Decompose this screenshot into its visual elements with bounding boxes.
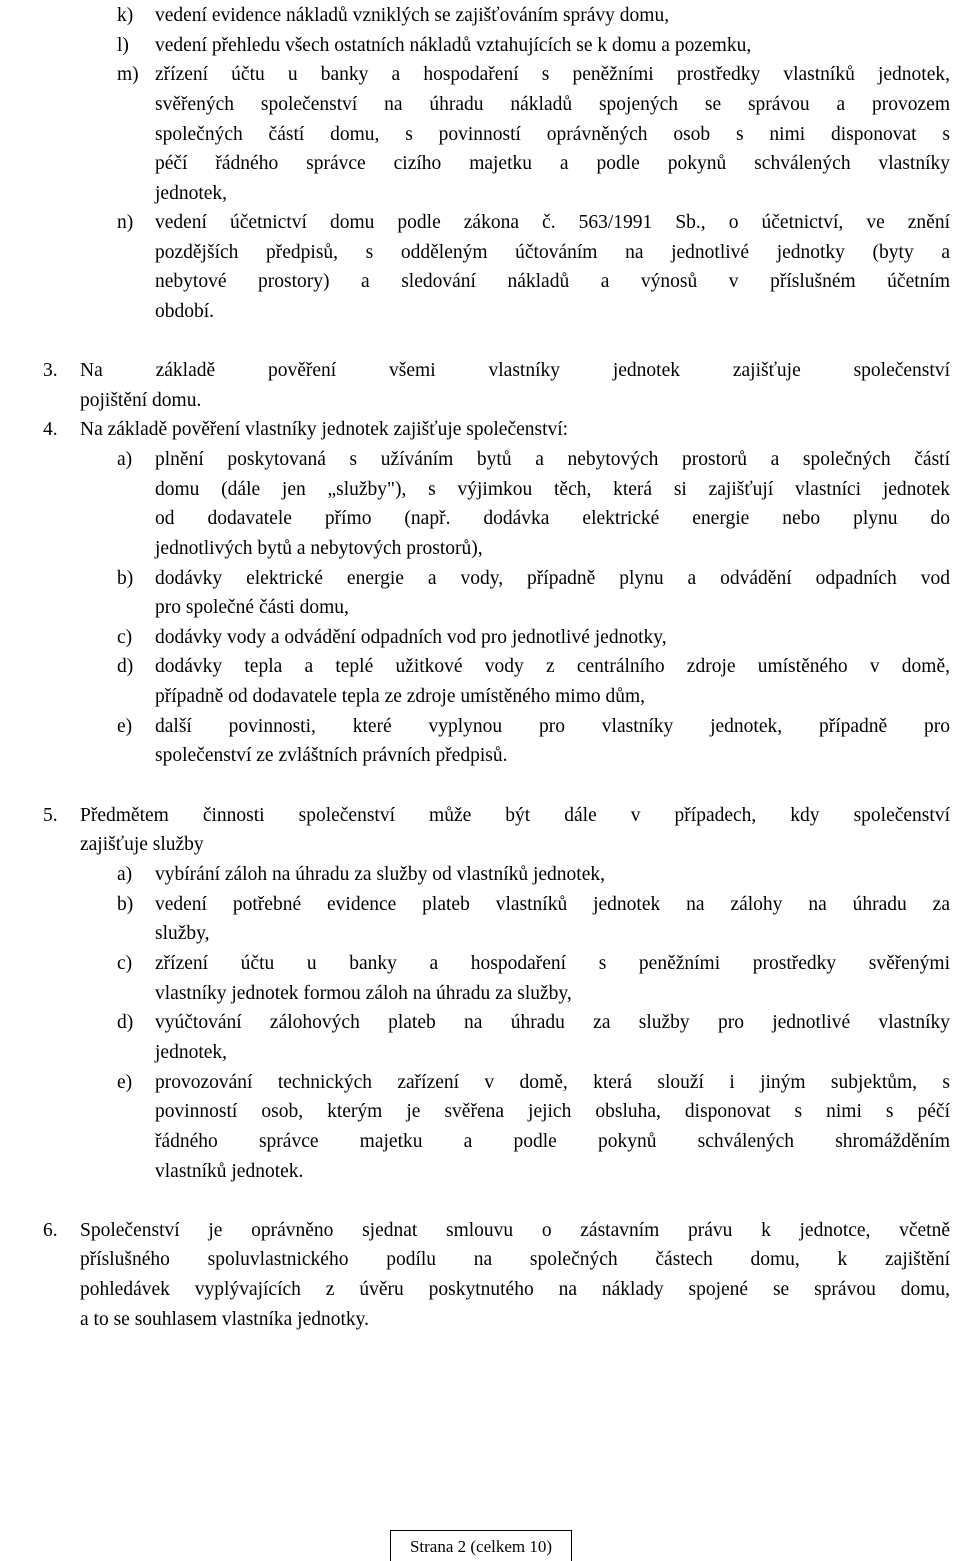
- section-4-e-line-2: společenství ze zvláštních právních předpisů.: [155, 745, 508, 766]
- section-4-b-line-2: pro společné části domu,: [155, 597, 349, 618]
- section-4-c-line-1: dodávky vody a odvádění odpadních vod pro jednotlivé jednotky,: [155, 627, 667, 648]
- section-5-d-marker: d): [117, 1012, 134, 1033]
- item-n-line-3: nebytové prostory) a sledování nákladů a výnosů v příslušném účetním: [155, 271, 950, 292]
- section-6-number: 6.: [43, 1220, 58, 1241]
- section-5-number: 5.: [43, 805, 58, 826]
- section-4-d-line-1: dodávky tepla a teplé užitkové vody z centrálního zdroje umístěného v domě,: [155, 656, 950, 677]
- item-n-line-1: vedení účetnictví domu podle zákona č. 563/1991 Sb., o účetnictví, ve znění: [155, 212, 950, 233]
- item-n-line-4: období.: [155, 301, 215, 322]
- page-number-footer: Strana 2 (celkem 10): [409, 1537, 553, 1556]
- section-5-c-line-1: zřízení účtu u banky a hospodaření s peněžními prostředky svěřenými: [155, 953, 950, 974]
- item-m-line-3: společných částí domu, s povinností oprávněných osob s nimi disponovat s: [155, 124, 950, 145]
- item-m-line-1: zřízení účtu u banky a hospodaření s peněžními prostředky vlastníků jednotek,: [155, 64, 950, 85]
- section-5-e-line-2: povinností osob, kterým je svěřena jejich obsluha, disponovat s nimi s péčí: [155, 1101, 950, 1122]
- section-4-b-marker: b): [117, 568, 134, 589]
- section-5-e-line-1: provozování technických zařízení v domě, která slouží i jiným subjektům, s: [155, 1072, 950, 1093]
- section-5-e-line-3: řádného správce majetku a podle pokynů schválených shromážděním: [155, 1131, 950, 1152]
- section-5-line-1: Předmětem činnosti společenství může být dále v případech, kdy společenství: [80, 805, 950, 826]
- item-k-marker: k): [117, 5, 134, 26]
- section-5-b-line-1: vedení potřebné evidence plateb vlastníků jednotek na zálohy na úhradu za: [155, 894, 950, 915]
- item-m-line-5: jednotek,: [155, 183, 228, 204]
- section-5-a-marker: a): [117, 864, 133, 885]
- section-4-d-line-2: případně od dodavatele tepla ze zdroje umístěného mimo dům,: [155, 686, 646, 707]
- section-5-b-marker: b): [117, 894, 134, 915]
- item-l-text: vedení přehledu všech ostatních nákladů vztahujících se k domu a pozemku,: [155, 35, 752, 56]
- section-4-a-marker: a): [117, 449, 133, 470]
- section-6-line-3: pohledávek vyplývajících z úvěru poskytnutého na náklady spojené se správou domu,: [80, 1279, 950, 1300]
- section-5-e-line-4: vlastníků jednotek.: [155, 1161, 304, 1182]
- item-n-line-2: pozdějších předpisů, s odděleným účtováním na jednotlivé jednotky (byty a: [155, 242, 950, 263]
- section-4-d-marker: d): [117, 656, 134, 677]
- item-m-line-4: péčí řádného správce cizího majetku a podle pokynů schválených vlastníky: [155, 153, 950, 174]
- section-4-b-line-1: dodávky elektrické energie a vody, případně plynu a odvádění odpadních vod: [155, 568, 950, 589]
- section-5-d-line-1: vyúčtování zálohových plateb na úhradu za služby pro jednotlivé vlastníky: [155, 1012, 950, 1033]
- item-n-marker: n): [117, 212, 134, 233]
- section-4-e-marker: e): [117, 716, 133, 737]
- section-3-line-2: pojištění domu.: [80, 390, 202, 411]
- section-4-a-line-2: domu (dále jen „služby"), s výjimkou těch, která si zajišťují vlastníci jednotek: [155, 479, 950, 500]
- section-4-intro: Na základě pověření vlastníky jednotek zajišťuje společenství:: [80, 419, 569, 440]
- section-6-line-2: příslušného spoluvlastnického podílu na společných částech domu, k zajištění: [80, 1249, 950, 1270]
- section-4-number: 4.: [43, 419, 58, 440]
- section-5-b-line-2: služby,: [155, 923, 210, 944]
- section-5-c-marker: c): [117, 953, 133, 974]
- section-3-number: 3.: [43, 360, 58, 381]
- section-4-c-marker: c): [117, 627, 133, 648]
- section-4-e-line-1: další povinnosti, které vyplynou pro vlastníky jednotek, případně pro: [155, 716, 950, 737]
- section-5-line-2: zajišťuje služby: [80, 834, 204, 855]
- section-5-a-line-1: vybírání záloh na úhradu za služby od vlastníků jednotek,: [155, 864, 606, 885]
- section-5-d-line-2: jednotek,: [155, 1042, 228, 1063]
- section-5-c-line-2: vlastníky jednotek formou záloh na úhradu za služby,: [155, 983, 572, 1004]
- item-l-marker: l): [117, 35, 129, 56]
- footer-rule: [390, 1530, 572, 1531]
- item-m-marker: m): [117, 64, 139, 85]
- section-5-e-marker: e): [117, 1072, 133, 1093]
- item-m-line-2: svěřených společenství na úhradu nákladů spojených se správou a provozem: [155, 94, 950, 115]
- section-6-line-1: Společenství je oprávněno sjednat smlouvu o zástavním právu k jednotce, včetně: [80, 1220, 950, 1241]
- section-4-a-line-4: jednotlivých bytů a nebytových prostorů),: [155, 538, 483, 559]
- section-6-line-4: a to se souhlasem vlastníka jednotky.: [80, 1309, 370, 1330]
- section-4-a-line-3: od dodavatele přímo (např. dodávka elektrické energie nebo plynu do: [155, 508, 950, 529]
- section-4-a-line-1: plnění poskytovaná s užíváním bytů a nebytových prostorů a společných částí: [155, 449, 950, 470]
- item-k-text: vedení evidence nákladů vzniklých se zajišťováním správy domu,: [155, 5, 670, 26]
- section-3-line-1: Na základě pověření všemi vlastníky jednotek zajišťuje společenství: [80, 360, 950, 381]
